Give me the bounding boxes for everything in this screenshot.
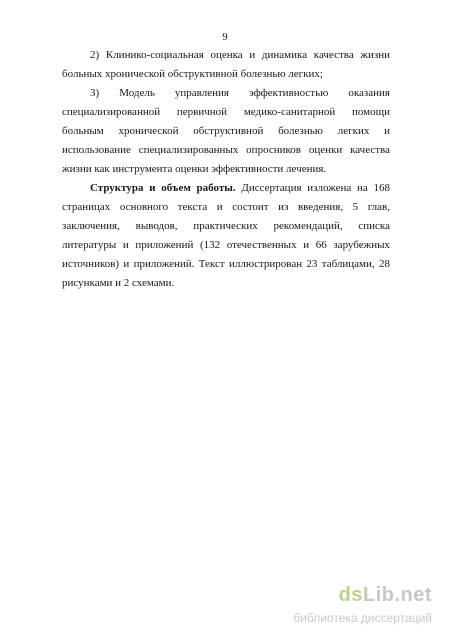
paragraph-text: 2) Клинико-социальная оценка и динамика качества жизни больных хронической обструктивной болезнью легких; [62,49,390,80]
watermark [246,586,436,626]
paragraph-item-2 [62,46,390,84]
watermark-logo [339,586,432,605]
watermark-logo-lib: Lib [362,584,395,606]
paragraph-structure [62,179,390,293]
paragraph-text: 3) Модель управления эффективностью оказания специализированной первичной медико-санитарной помощи больным хронической обструктивной болезнью легких и использование специализированных опросников оценки качества жизни как инструмента оценки эффективности лечения. [62,87,390,175]
paragraph-bold-lead: Структура и объем работы. [90,182,236,194]
paragraph-item-3 [62,84,390,179]
watermark-logo-net: .net [394,584,432,606]
paragraph-text: Диссертация изложена на 168 страницах основного текста и состоит из введения, 5 глав, заключения, выводов, практических рекомендаций, списка литературы и приложений (132 отечественных и 66 зарубежных источников) и приложений. Текст иллюстрирован 23 таблицами, 28 рисунками и 2 схемами. [62,182,390,289]
watermark-logo-ds: ds [338,584,363,606]
page-number: 9 [222,31,228,43]
document-body [62,46,390,293]
watermark-tagline: библиотека диссертаций [293,611,432,625]
